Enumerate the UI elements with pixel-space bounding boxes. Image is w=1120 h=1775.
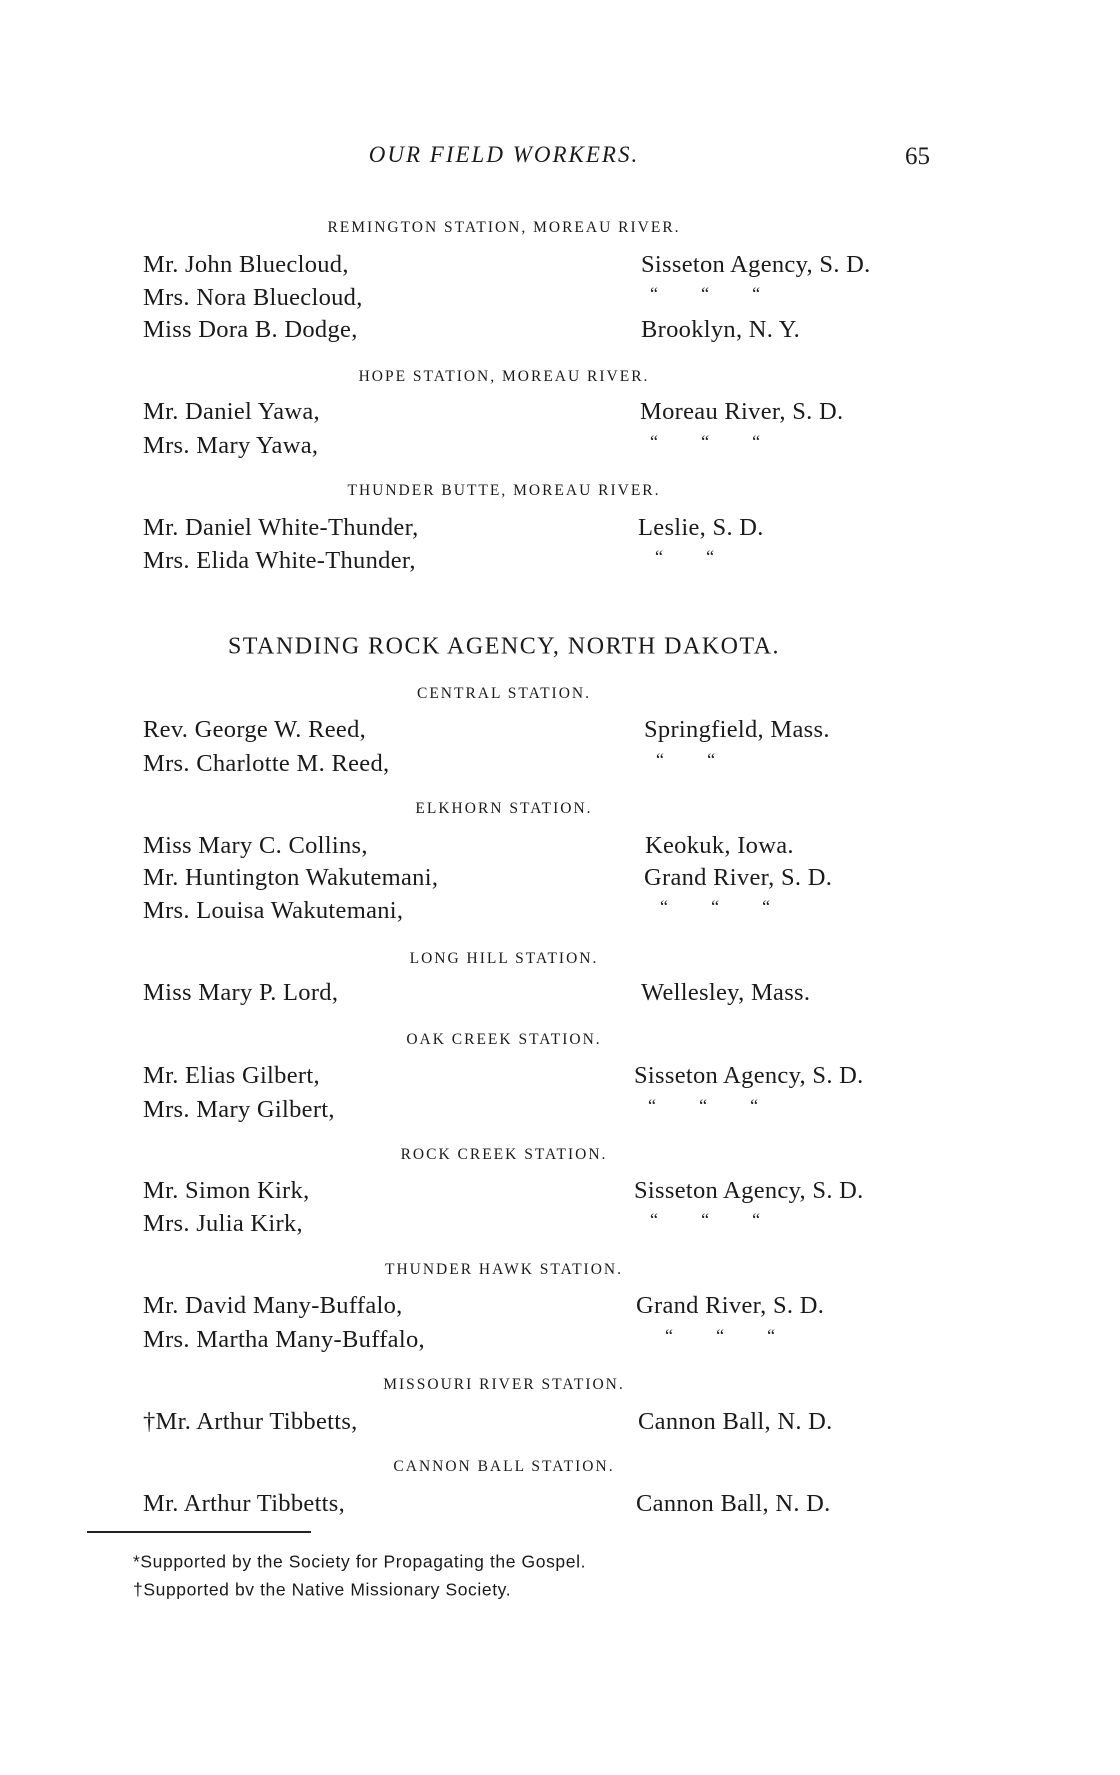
entry-place: Sisseton Agency, S. D. [641,251,871,278]
entry-name: Mrs. Mary Yawa, [143,432,319,459]
entry-place: Leslie, S. D. [638,514,764,541]
ditto-marks: “ “ “ [665,1325,776,1346]
station-heading: ELKHORN STATION. [415,800,593,817]
entry-place: Grand River, S. D. [644,864,833,891]
entry-name: Rev. George W. Reed, [143,716,367,743]
station-heading: MISSOURI RIVER STATION. [383,1376,625,1393]
station-heading: HOPE STATION, MOREAU RIVER. [358,368,650,385]
station-heading: ROCK CREEK STATION. [400,1146,608,1163]
entry-place: Sisseton Agency, S. D. [634,1062,864,1089]
entry-place: Moreau River, S. D. [640,398,844,425]
ditto-marks: “ “ “ [650,1209,761,1230]
ditto-marks: “ “ [656,749,716,770]
station-heading: OAK CREEK STATION. [406,1031,602,1048]
footnote-2: †Supported bv the Native Missionary Society. [133,1579,512,1600]
entry-place: Wellesley, Mass. [641,979,811,1006]
entry-name: Mrs. Martha Many-Buffalo, [143,1326,425,1353]
entry-name: Mrs. Nora Bluecloud, [143,284,363,311]
entry-name: †Mr. Arthur Tibbetts, [143,1408,358,1435]
entry-name: Mr. John Bluecloud, [143,251,349,278]
entry-name: Miss Mary C. Collins, [143,832,368,859]
station-heading: REMINGTON STATION, MOREAU RIVER. [327,219,681,236]
station-heading: LONG HILL STATION. [409,950,599,967]
entry-name: Mrs. Charlotte M. Reed, [143,750,390,777]
footnote-rule [87,1531,311,1533]
entry-name: Mrs. Elida White-Thunder, [143,547,416,574]
ditto-marks: “ “ “ [650,283,761,304]
page-number: 65 [905,143,930,170]
station-heading: CENTRAL STATION. [417,685,591,702]
entry-name: Mr. Daniel Yawa, [143,398,320,425]
entry-name: Mrs. Julia Kirk, [143,1210,303,1237]
footnote-1: *Supported by the Society for Propagating the Gospel. [133,1551,587,1572]
ditto-marks: “ “ “ [660,896,771,917]
entry-place: Springfield, Mass. [644,716,830,743]
ditto-marks: “ “ [655,546,715,567]
entry-place: Brooklyn, N. Y. [641,316,801,343]
entry-place: Keokuk, Iowa. [645,832,794,859]
entry-name: Mr. Daniel White-Thunder, [143,514,419,541]
entry-name: Mr. Arthur Tibbetts, [143,1490,346,1517]
entry-name: Mr. Huntington Wakutemani, [143,864,439,891]
running-head: OUR FIELD WORKERS. [368,142,640,167]
entry-place: Cannon Ball, N. D. [636,1490,831,1517]
entry-name: Mrs. Louisa Wakutemani, [143,897,404,924]
entry-name: Mr. David Many-Buffalo, [143,1292,403,1319]
entry-place: Grand River, S. D. [636,1292,825,1319]
entry-name: Mr. Simon Kirk, [143,1177,310,1204]
station-heading: THUNDER BUTTE, MOREAU RIVER. [347,482,661,499]
ditto-marks: “ “ “ [650,431,761,452]
ditto-marks: “ “ “ [648,1095,759,1116]
station-heading: CANNON BALL STATION. [393,1458,615,1475]
agency-heading: STANDING ROCK AGENCY, NORTH DAKOTA. [227,633,781,660]
entry-name: Mr. Elias Gilbert, [143,1062,320,1089]
entry-name: Mrs. Mary Gilbert, [143,1096,335,1123]
entry-name: Miss Dora B. Dodge, [143,316,358,343]
station-heading: THUNDER HAWK STATION. [385,1261,623,1278]
entry-name: Miss Mary P. Lord, [143,979,339,1006]
entry-place: Sisseton Agency, S. D. [634,1177,864,1204]
entry-place: Cannon Ball, N. D. [638,1408,833,1435]
